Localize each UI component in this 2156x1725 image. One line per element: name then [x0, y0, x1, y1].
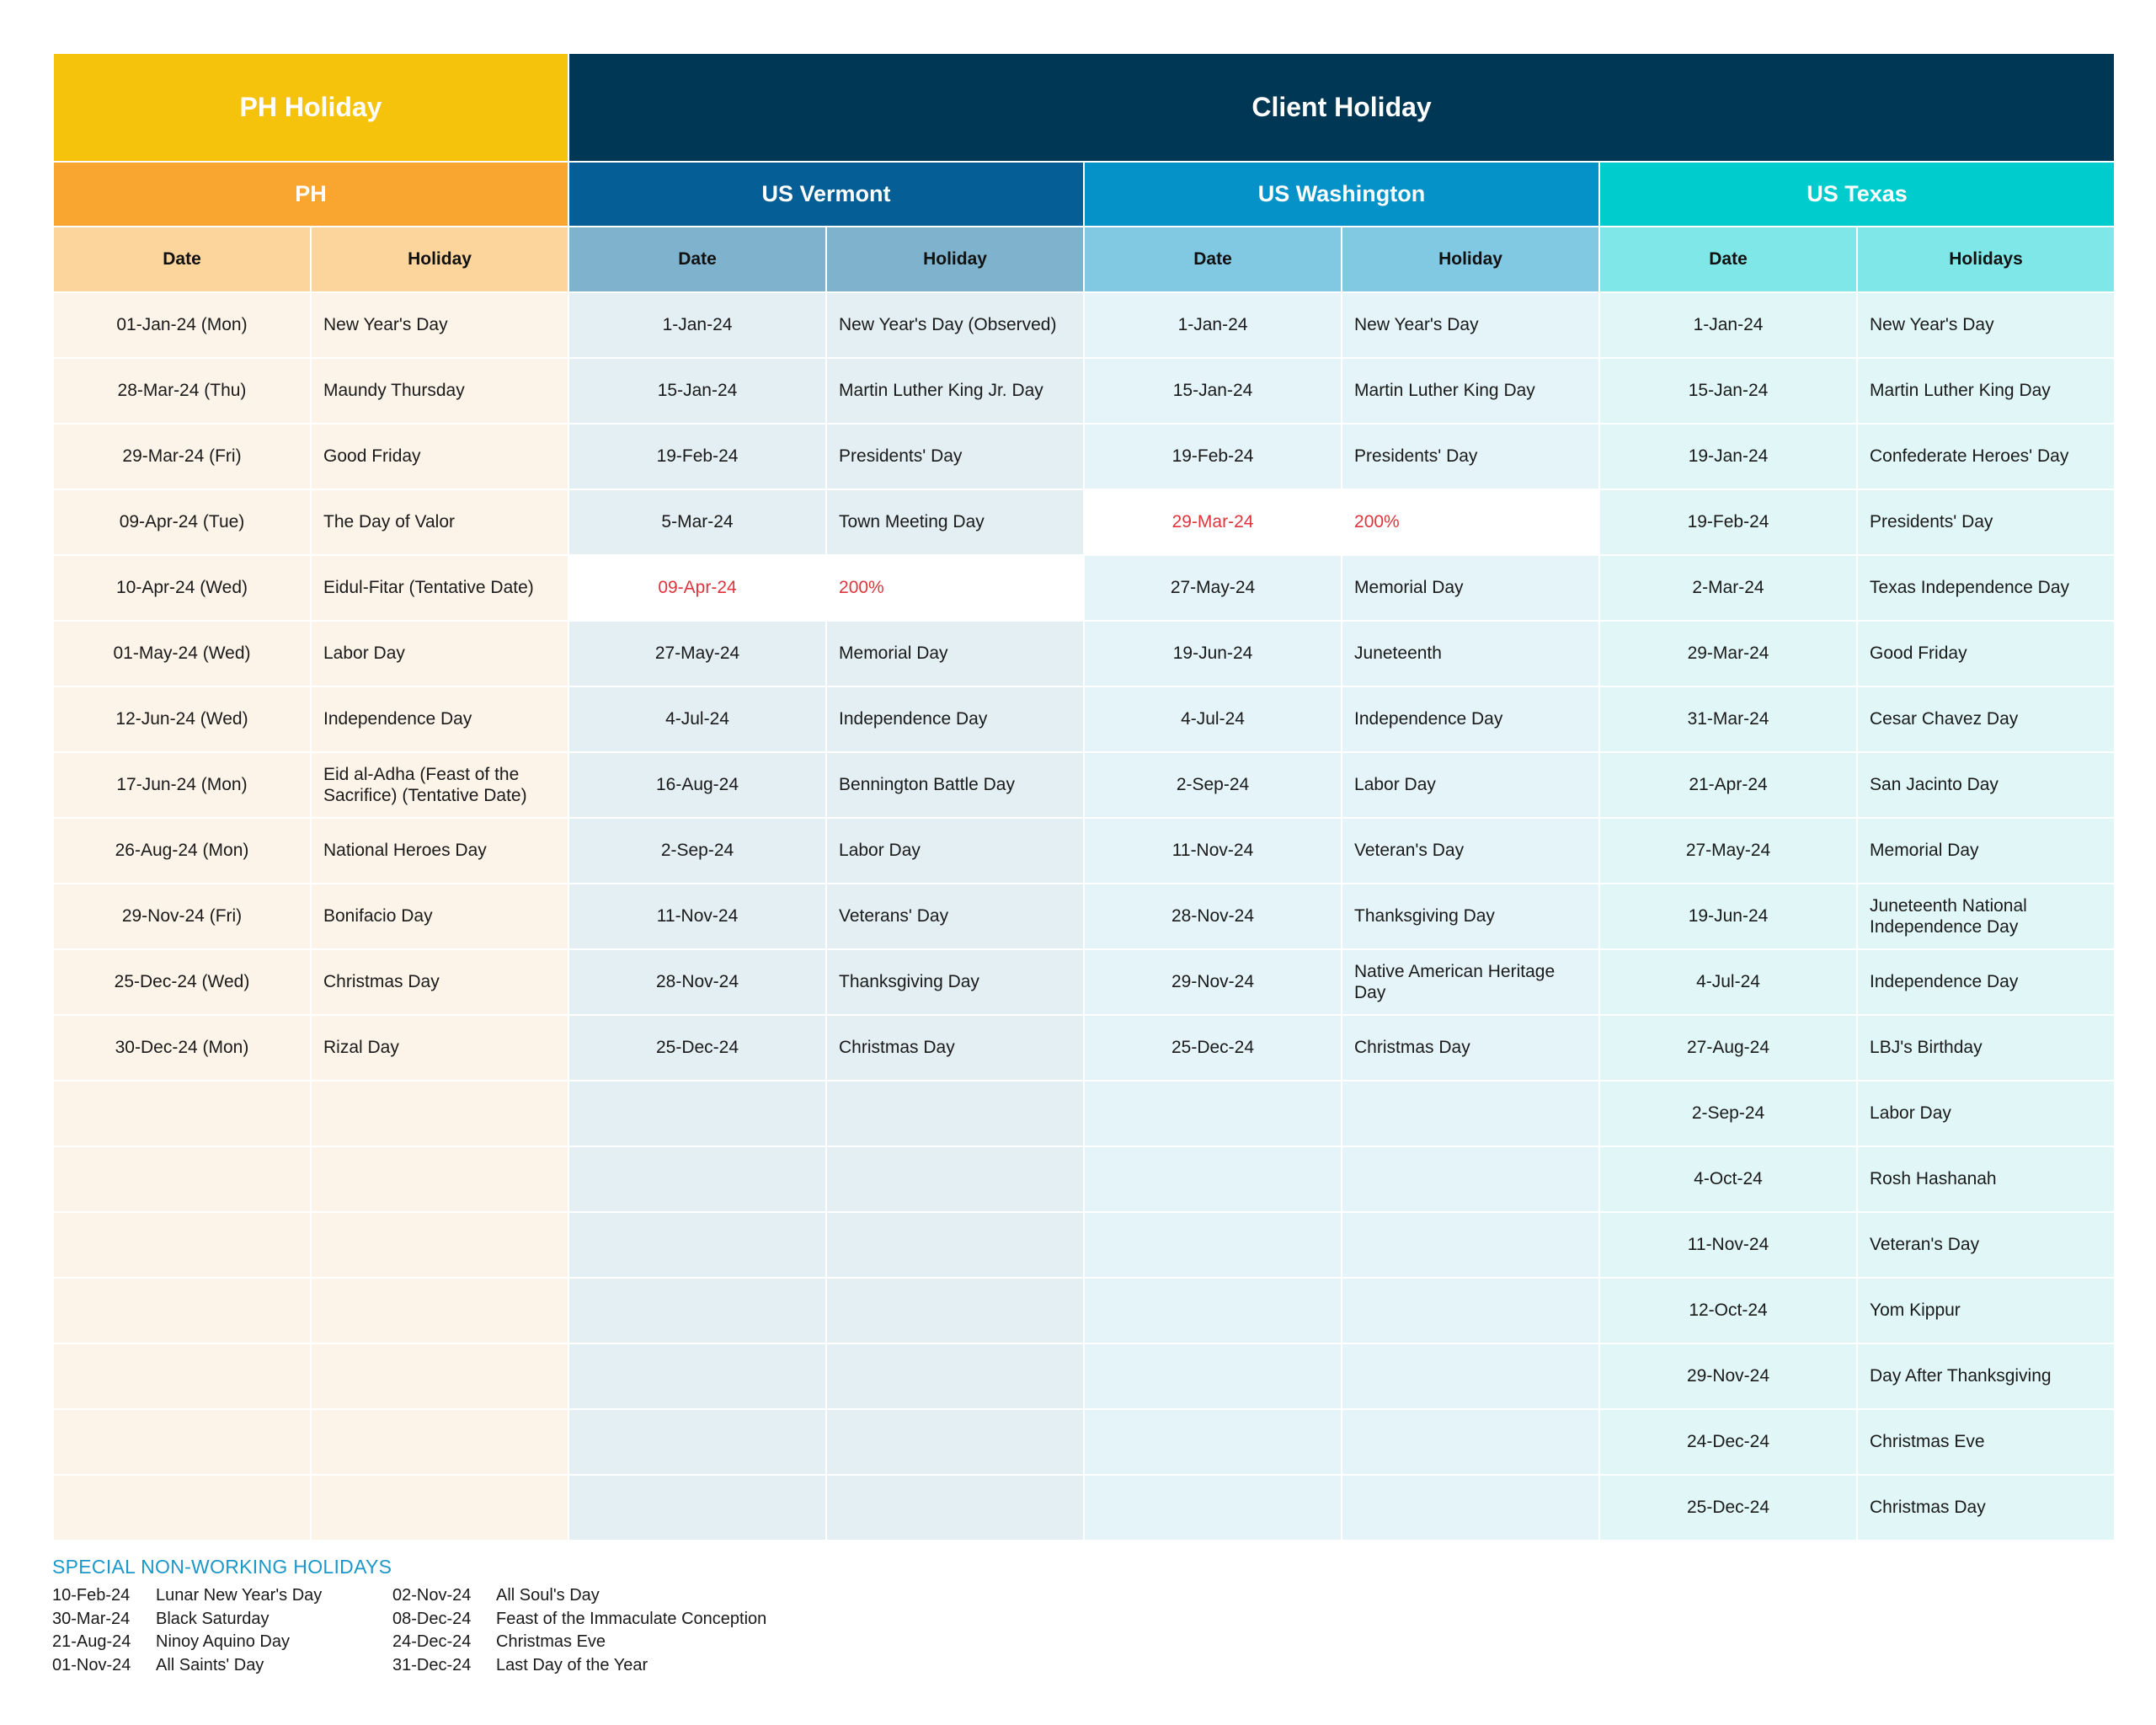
region-header-washington: US Washington [1084, 162, 1599, 227]
table-row [53, 1212, 2115, 1278]
vermont-holiday-cell: Bennington Battle Day [826, 752, 1084, 818]
vermont-holiday-cell: Veterans' Day [826, 884, 1084, 949]
table-row [53, 884, 2115, 949]
ph-holiday-cell [311, 1212, 568, 1278]
washington-holiday-cell: Labor Day [1342, 752, 1599, 818]
washington-holiday-cell [1342, 1278, 1599, 1343]
vermont-date-cell [568, 1278, 826, 1343]
ph-holiday-cell [311, 1146, 568, 1212]
vermont-date-cell: 27-May-24 [568, 621, 826, 686]
texas-holiday-cell: Texas Independence Day [1857, 555, 2115, 621]
washington-holiday-cell: 200% [1342, 489, 1599, 555]
ph-holiday-cell [311, 1081, 568, 1146]
texas-holiday-cell: New Year's Day [1857, 292, 2115, 358]
ph-holiday-cell: Bonifacio Day [311, 884, 568, 949]
washington-date-cell [1084, 1278, 1342, 1343]
special-holiday-name: All Saints' Day [156, 1655, 264, 1674]
washington-date-cell [1084, 1146, 1342, 1212]
vermont-holiday-cell [826, 1212, 1084, 1278]
washington-date-cell: 2-Sep-24 [1084, 752, 1342, 818]
washington-date-cell [1084, 1475, 1342, 1541]
texas-holiday-cell: Day After Thanksgiving [1857, 1343, 2115, 1409]
texas-date-cell: 4-Jul-24 [1599, 949, 1857, 1015]
ph-holiday-cell [311, 1343, 568, 1409]
washington-date-cell: 11-Nov-24 [1084, 818, 1342, 884]
region-header-vermont: US Vermont [568, 162, 1084, 227]
washington-holiday-cell: Thanksgiving Day [1342, 884, 1599, 949]
table-row [53, 752, 2115, 818]
special-holiday-date: 01-Nov-24 [52, 1655, 131, 1674]
special-holiday-name: Last Day of the Year [496, 1655, 648, 1674]
table-row [53, 1475, 2115, 1541]
texas-holiday-cell: Juneteenth National Independence Day [1857, 884, 2115, 949]
client-holiday-header: Client Holiday [568, 53, 2115, 162]
special-holiday-name: Feast of the Immaculate Conception [496, 1609, 767, 1628]
vermont-holiday-cell [826, 1146, 1084, 1212]
vermont-holiday-cell: Independence Day [826, 686, 1084, 752]
vermont-holiday-cell: Presidents' Day [826, 424, 1084, 489]
column-header-date: Date [568, 227, 826, 292]
special-holiday-name: All Soul's Day [496, 1586, 600, 1605]
ph-date-cell: 10-Apr-24 (Wed) [53, 555, 311, 621]
washington-holiday-cell: Martin Luther King Day [1342, 358, 1599, 424]
column-header-date: Date [1084, 227, 1342, 292]
washington-holiday-cell: Memorial Day [1342, 555, 1599, 621]
washington-date-cell: 29-Mar-24 [1084, 489, 1342, 555]
vermont-date-cell [568, 1146, 826, 1212]
vermont-holiday-cell [826, 1081, 1084, 1146]
vermont-date-cell: 1-Jan-24 [568, 292, 826, 358]
column-header-date: Date [1599, 227, 1857, 292]
special-holiday-item [392, 1584, 766, 1608]
washington-holiday-cell [1342, 1343, 1599, 1409]
table-row [53, 1409, 2115, 1475]
ph-date-cell: 09-Apr-24 (Tue) [53, 489, 311, 555]
column-header-date: Date [53, 227, 311, 292]
texas-holiday-cell: Veteran's Day [1857, 1212, 2115, 1278]
texas-holiday-cell: Presidents' Day [1857, 489, 2115, 555]
special-holiday-item [52, 1654, 322, 1678]
special-holiday-name: Christmas Eve [496, 1632, 606, 1651]
special-holiday-item [392, 1654, 766, 1678]
ph-date-cell: 28-Mar-24 (Thu) [53, 358, 311, 424]
vermont-date-cell: 25-Dec-24 [568, 1015, 826, 1081]
ph-date-cell [53, 1409, 311, 1475]
vermont-date-cell [568, 1343, 826, 1409]
ph-holiday-cell [311, 1278, 568, 1343]
table-row [53, 818, 2115, 884]
ph-holiday-cell: National Heroes Day [311, 818, 568, 884]
vermont-date-cell [568, 1081, 826, 1146]
table-row [53, 489, 2115, 555]
table-row [53, 686, 2115, 752]
washington-date-cell: 19-Jun-24 [1084, 621, 1342, 686]
ph-holiday-header: PH Holiday [53, 53, 568, 162]
texas-date-cell: 29-Mar-24 [1599, 621, 1857, 686]
table-row [53, 358, 2115, 424]
vermont-date-cell [568, 1409, 826, 1475]
special-holidays-title: SPECIAL NON-WORKING HOLIDAYS [52, 1556, 392, 1578]
vermont-holiday-cell: New Year's Day (Observed) [826, 292, 1084, 358]
special-holidays-section [52, 1556, 767, 1674]
vermont-holiday-cell: 200% [826, 555, 1084, 621]
vermont-holiday-cell [826, 1409, 1084, 1475]
washington-holiday-cell [1342, 1212, 1599, 1278]
column-header-holidays: Holidays [1857, 227, 2115, 292]
texas-holiday-cell: Yom Kippur [1857, 1278, 2115, 1343]
table-row [53, 949, 2115, 1015]
vermont-holiday-cell: Labor Day [826, 818, 1084, 884]
texas-holiday-cell: Good Friday [1857, 621, 2115, 686]
texas-date-cell: 12-Oct-24 [1599, 1278, 1857, 1343]
special-holidays-list-right [392, 1584, 766, 1677]
washington-holiday-cell [1342, 1146, 1599, 1212]
vermont-date-cell: 16-Aug-24 [568, 752, 826, 818]
texas-holiday-cell: Martin Luther King Day [1857, 358, 2115, 424]
special-holiday-date: 24-Dec-24 [392, 1632, 472, 1651]
vermont-holiday-cell: Town Meeting Day [826, 489, 1084, 555]
ph-date-cell: 01-May-24 (Wed) [53, 621, 311, 686]
special-holiday-item [52, 1584, 322, 1608]
ph-holiday-cell: Maundy Thursday [311, 358, 568, 424]
table-row [53, 424, 2115, 489]
vermont-date-cell [568, 1212, 826, 1278]
special-holiday-item [52, 1631, 322, 1654]
washington-date-cell: 19-Feb-24 [1084, 424, 1342, 489]
washington-date-cell: 28-Nov-24 [1084, 884, 1342, 949]
ph-date-cell [53, 1146, 311, 1212]
ph-date-cell: 29-Mar-24 (Fri) [53, 424, 311, 489]
texas-holiday-cell: Cesar Chavez Day [1857, 686, 2115, 752]
ph-holiday-cell: Rizal Day [311, 1015, 568, 1081]
washington-date-cell: 4-Jul-24 [1084, 686, 1342, 752]
washington-holiday-cell [1342, 1081, 1599, 1146]
ph-holiday-cell: Labor Day [311, 621, 568, 686]
texas-date-cell: 19-Jun-24 [1599, 884, 1857, 949]
ph-date-cell: 01-Jan-24 (Mon) [53, 292, 311, 358]
washington-holiday-cell: Veteran's Day [1342, 818, 1599, 884]
vermont-holiday-cell [826, 1278, 1084, 1343]
washington-holiday-cell: Presidents' Day [1342, 424, 1599, 489]
special-holiday-date: 10-Feb-24 [52, 1586, 131, 1605]
ph-date-cell: 26-Aug-24 (Mon) [53, 818, 311, 884]
washington-holiday-cell: New Year's Day [1342, 292, 1599, 358]
ph-holiday-cell: Eidul-Fitar (Tentative Date) [311, 555, 568, 621]
vermont-date-cell: 2-Sep-24 [568, 818, 826, 884]
vermont-date-cell: 09-Apr-24 [568, 555, 826, 621]
texas-holiday-cell: Labor Day [1857, 1081, 2115, 1146]
washington-holiday-cell: Christmas Day [1342, 1015, 1599, 1081]
texas-holiday-cell: San Jacinto Day [1857, 752, 2115, 818]
washington-date-cell [1084, 1081, 1342, 1146]
vermont-holiday-cell: Christmas Day [826, 1015, 1084, 1081]
special-holiday-date: 02-Nov-24 [392, 1586, 472, 1605]
vermont-date-cell: 4-Jul-24 [568, 686, 826, 752]
special-holiday-item [392, 1631, 766, 1654]
ph-date-cell: 29-Nov-24 (Fri) [53, 884, 311, 949]
ph-date-cell [53, 1081, 311, 1146]
ph-date-cell [53, 1278, 311, 1343]
vermont-date-cell: 28-Nov-24 [568, 949, 826, 1015]
ph-holiday-cell [311, 1475, 568, 1541]
texas-holiday-cell: Christmas Day [1857, 1475, 2115, 1541]
special-holiday-date: 08-Dec-24 [392, 1609, 472, 1628]
vermont-date-cell [568, 1475, 826, 1541]
ph-holiday-cell [311, 1409, 568, 1475]
texas-date-cell: 24-Dec-24 [1599, 1409, 1857, 1475]
region-header-ph: PH [53, 162, 568, 227]
vermont-holiday-cell [826, 1475, 1084, 1541]
table-row [53, 1015, 2115, 1081]
washington-date-cell: 27-May-24 [1084, 555, 1342, 621]
washington-holiday-cell: Native American Heritage Day [1342, 949, 1599, 1015]
washington-holiday-cell: Juneteenth [1342, 621, 1599, 686]
ph-holiday-cell: Good Friday [311, 424, 568, 489]
washington-date-cell [1084, 1212, 1342, 1278]
washington-holiday-cell: Independence Day [1342, 686, 1599, 752]
column-header-holiday: Holiday [311, 227, 568, 292]
washington-date-cell [1084, 1409, 1342, 1475]
table-row [53, 555, 2115, 621]
texas-holiday-cell: Memorial Day [1857, 818, 2115, 884]
washington-holiday-cell [1342, 1475, 1599, 1541]
texas-holiday-cell: Independence Day [1857, 949, 2115, 1015]
special-holiday-date: 31-Dec-24 [392, 1655, 472, 1674]
texas-holiday-cell: Christmas Eve [1857, 1409, 2115, 1475]
texas-date-cell: 19-Feb-24 [1599, 489, 1857, 555]
texas-date-cell: 11-Nov-24 [1599, 1212, 1857, 1278]
texas-date-cell: 2-Sep-24 [1599, 1081, 1857, 1146]
column-header-holiday: Holiday [1342, 227, 1599, 292]
special-holidays-list-left [52, 1584, 322, 1677]
vermont-date-cell: 15-Jan-24 [568, 358, 826, 424]
special-holiday-name: Lunar New Year's Day [156, 1586, 323, 1605]
texas-date-cell: 15-Jan-24 [1599, 358, 1857, 424]
vermont-date-cell: 5-Mar-24 [568, 489, 826, 555]
ph-date-cell [53, 1343, 311, 1409]
special-holiday-item [392, 1608, 766, 1632]
texas-date-cell: 21-Apr-24 [1599, 752, 1857, 818]
texas-date-cell: 1-Jan-24 [1599, 292, 1857, 358]
special-holiday-name: Black Saturday [156, 1609, 270, 1628]
vermont-holiday-cell: Thanksgiving Day [826, 949, 1084, 1015]
washington-date-cell: 29-Nov-24 [1084, 949, 1342, 1015]
ph-holiday-cell: Independence Day [311, 686, 568, 752]
vermont-holiday-cell: Memorial Day [826, 621, 1084, 686]
special-holiday-date: 21-Aug-24 [52, 1632, 131, 1651]
table-row [53, 1081, 2115, 1146]
vermont-holiday-cell: Martin Luther King Jr. Day [826, 358, 1084, 424]
texas-date-cell: 27-May-24 [1599, 818, 1857, 884]
ph-date-cell: 25-Dec-24 (Wed) [53, 949, 311, 1015]
holiday-table-body [53, 292, 2115, 1541]
washington-date-cell: 1-Jan-24 [1084, 292, 1342, 358]
washington-date-cell: 15-Jan-24 [1084, 358, 1342, 424]
ph-date-cell: 17-Jun-24 (Mon) [53, 752, 311, 818]
ph-date-cell [53, 1212, 311, 1278]
region-header-texas: US Texas [1599, 162, 2115, 227]
special-holiday-name: Ninoy Aquino Day [156, 1632, 290, 1651]
texas-date-cell: 19-Jan-24 [1599, 424, 1857, 489]
ph-holiday-cell: New Year's Day [311, 292, 568, 358]
vermont-date-cell: 11-Nov-24 [568, 884, 826, 949]
ph-holiday-cell: Eid al-Adha (Feast of the Sacrifice) (Tentative Date) [311, 752, 568, 818]
texas-date-cell: 25-Dec-24 [1599, 1475, 1857, 1541]
texas-date-cell: 4-Oct-24 [1599, 1146, 1857, 1212]
vermont-holiday-cell [826, 1343, 1084, 1409]
ph-date-cell: 12-Jun-24 (Wed) [53, 686, 311, 752]
texas-date-cell: 2-Mar-24 [1599, 555, 1857, 621]
table-row [53, 1146, 2115, 1212]
washington-date-cell: 25-Dec-24 [1084, 1015, 1342, 1081]
holiday-table [52, 52, 2116, 1541]
ph-date-cell: 30-Dec-24 (Mon) [53, 1015, 311, 1081]
texas-holiday-cell: Rosh Hashanah [1857, 1146, 2115, 1212]
ph-holiday-cell: Christmas Day [311, 949, 568, 1015]
texas-date-cell: 27-Aug-24 [1599, 1015, 1857, 1081]
texas-date-cell: 31-Mar-24 [1599, 686, 1857, 752]
texas-holiday-cell: Confederate Heroes' Day [1857, 424, 2115, 489]
column-header-holiday: Holiday [826, 227, 1084, 292]
special-holiday-date: 30-Mar-24 [52, 1609, 131, 1628]
table-row [53, 1343, 2115, 1409]
washington-date-cell [1084, 1343, 1342, 1409]
ph-holiday-cell: The Day of Valor [311, 489, 568, 555]
texas-holiday-cell: LBJ's Birthday [1857, 1015, 2115, 1081]
vermont-date-cell: 19-Feb-24 [568, 424, 826, 489]
washington-holiday-cell [1342, 1409, 1599, 1475]
ph-date-cell [53, 1475, 311, 1541]
texas-date-cell: 29-Nov-24 [1599, 1343, 1857, 1409]
table-row [53, 1278, 2115, 1343]
special-holiday-item [52, 1608, 322, 1632]
table-row [53, 621, 2115, 686]
table-row [53, 292, 2115, 358]
